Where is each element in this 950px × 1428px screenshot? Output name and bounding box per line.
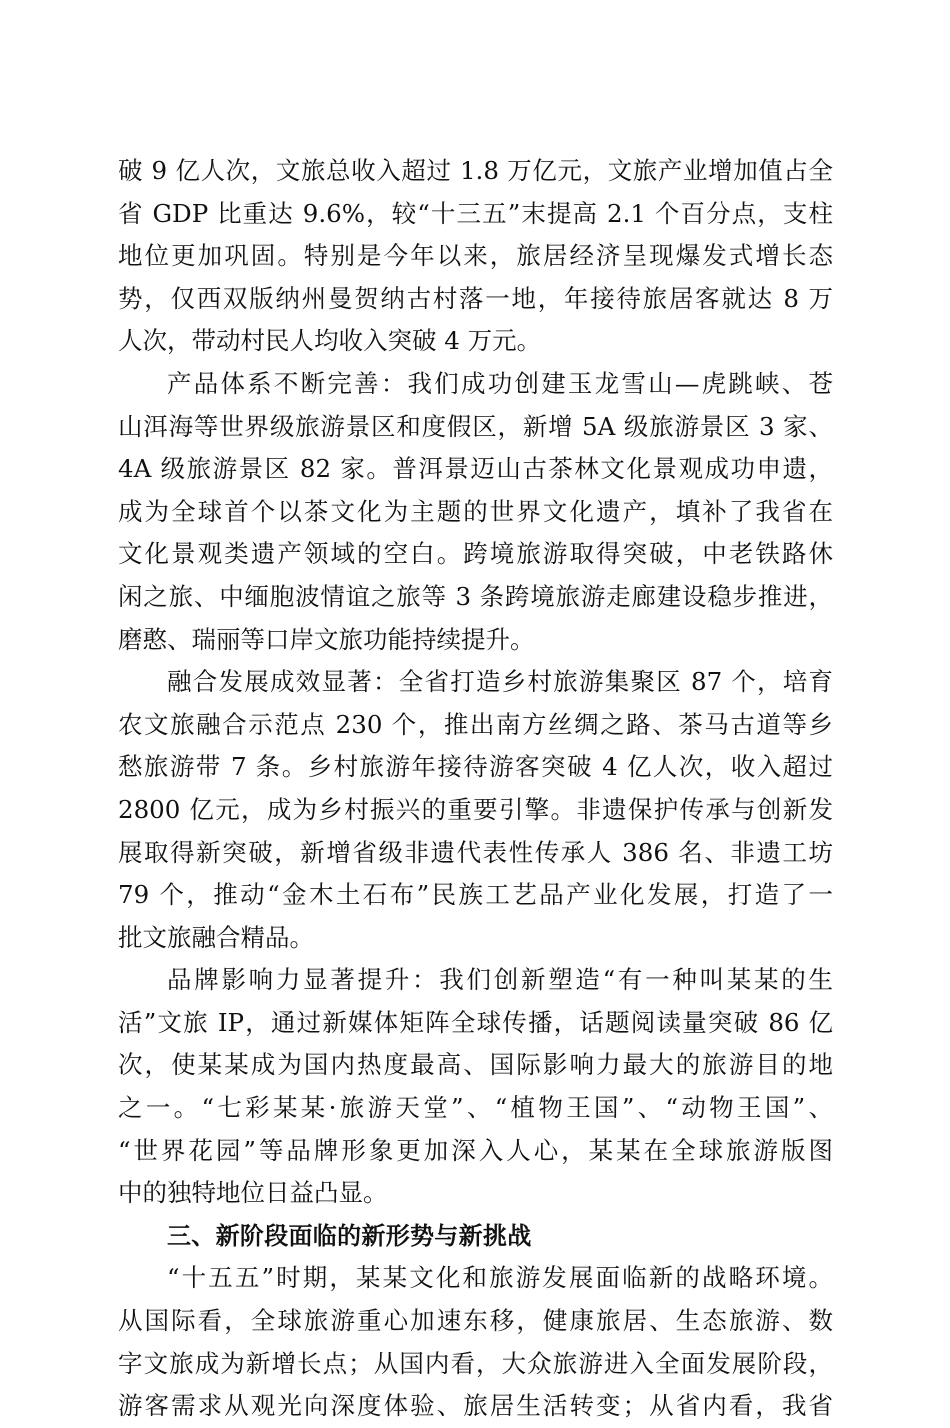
text-line: 次，使某某成为国内热度最高、国际影响力最大的旅游目的地 (118, 1050, 833, 1080)
text-line: 磨憨、瑞丽等口岸文旅功能持续提升。 (118, 624, 535, 654)
text-line: 展取得新突破，新增省级非遗代表性传承人 386 名、非遗工坊 (118, 837, 833, 867)
text-line: “十五五”时期，某某文化和旅游发展面临新的战略环境。 (167, 1263, 833, 1293)
text-line: 愁旅游带 7 条。乡村旅游年接待游客突破 4 亿人次，收入超过 (118, 752, 833, 782)
text-line: 批文旅融合精品。 (118, 922, 314, 952)
text-line: 农文旅融合示范点 230 个，推出南方丝绸之路、茶马古道等乡 (118, 709, 833, 739)
text-line: 地位更加巩固。特别是今年以来，旅居经济呈现爆发式增长态 (118, 241, 833, 271)
text-line: 成为全球首个以茶文化为主题的世界文化遗产，填补了我省在 (118, 496, 833, 526)
text-line: 文化景观类遗产领域的空白。跨境旅游取得突破，中老铁路休 (118, 539, 833, 569)
text-line: 产品体系不断完善：我们成功创建玉龙雪山—虎跳峡、苍 (167, 368, 833, 398)
text-line: 字文旅成为新增长点；从国内看，大众旅游进入全面发展阶段， (118, 1348, 833, 1378)
paragraph-block (118, 150, 833, 1215)
text-line: 活”文旅 IP，通过新媒体矩阵全球传播，话题阅读量突破 86 亿 (118, 1007, 833, 1037)
text-line: 2800 亿元，成为乡村振兴的重要引擎。非遗保护传承与创新发 (118, 794, 833, 824)
text-line: 4A 级旅游景区 82 家。普洱景迈山古茶林文化景观成功申遗， (118, 454, 833, 484)
text-line: 之一。“七彩某某·旅游天堂”、“植物王国”、“动物王国”、 (118, 1093, 833, 1123)
section-heading: 三、新阶段面临的新形势与新挑战 (167, 1221, 532, 1250)
text-line: 融合发展成效显著：全省打造乡村旅游集聚区 87 个，培育 (167, 667, 833, 697)
text-line: 山洱海等世界级旅游景区和度假区，新增 5A 级旅游景区 3 家、 (118, 411, 833, 441)
text-line: 品牌影响力显著提升：我们创新塑造“有一种叫某某的生 (167, 965, 833, 995)
text-line: 势，仅西双版纳州曼贺纳古村落一地，年接待旅居客就达 8 万 (118, 283, 833, 313)
text-line: “世界花园”等品牌形象更加深入人心，某某在全球旅游版图 (118, 1135, 833, 1165)
text-line: 人次，带动村民人均收入突破 4 万元。 (118, 326, 542, 356)
document-body (118, 150, 833, 1428)
text-line: 破 9 亿人次，文旅总收入超过 1.8 万亿元，文旅产业增加值占全 (118, 156, 833, 185)
text-line: 79 个，推动“金木土石布”民族工艺品产业化发展，打造了一 (118, 880, 833, 910)
text-line: 闲之旅、中缅胞波情谊之旅等 3 条跨境旅游走廊建设稳步推进， (118, 581, 833, 611)
paragraph-block-tail (118, 1257, 833, 1427)
text-line: 省 GDP 比重达 9.6%，较“十三五”末提高 2.1 个百分点，支柱 (118, 198, 833, 228)
text-line: 从国际看，全球旅游重心加速东移，健康旅居、生态旅游、数 (118, 1306, 833, 1336)
text-line: 游客需求从观光向深度体验、旅居生活转变；从省内看，我省 (118, 1391, 833, 1421)
text-line: 中的独特地位日益凸显。 (118, 1178, 388, 1208)
